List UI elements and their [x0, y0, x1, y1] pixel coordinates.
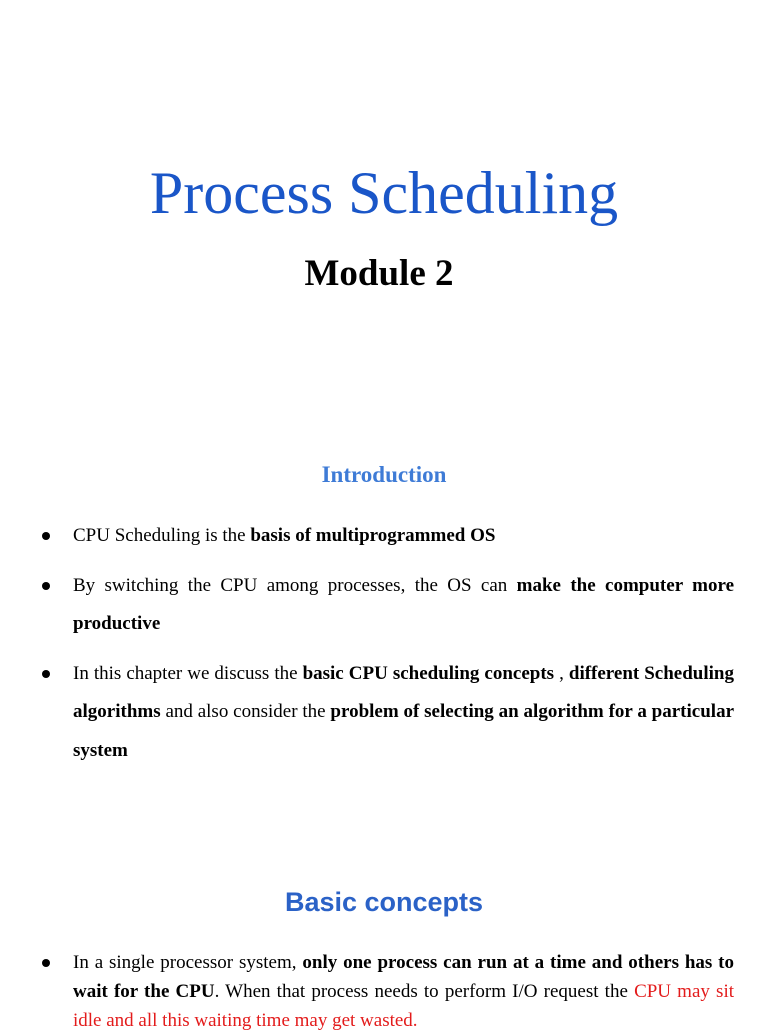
text-plain: By switching the CPU among processes, the OS can — [73, 574, 517, 596]
bullet-icon — [42, 532, 50, 540]
list-item — [0, 567, 768, 644]
list-item — [0, 948, 768, 1035]
bullet-icon — [42, 959, 50, 967]
text-plain: , — [554, 662, 569, 684]
list-item — [0, 517, 768, 556]
text-bold: basic CPU scheduling concepts — [302, 662, 555, 684]
text-plain: In a single processor system, — [73, 952, 303, 973]
text-plain: and also consider the — [160, 701, 331, 722]
basic-concepts-heading: Basic concepts — [284, 887, 484, 917]
text-red-highlight: CPU may sit idle and all this waiting time may get wasted. — [73, 981, 735, 1031]
introduction-list — [0, 517, 768, 781]
module-subtitle: Module 2 — [304, 253, 454, 294]
text-bold: only one process can run at a time and others has to wait for the CPU — [73, 952, 735, 1002]
page-title: Process Scheduling — [149, 160, 619, 226]
text-plain: . When that process needs to perform I/O request the — [214, 981, 635, 1002]
list-item — [0, 655, 768, 771]
text-bold: different Scheduling algorithms — [73, 662, 735, 722]
text-bold: problem of selecting an algorithm for a particular system — [73, 701, 734, 761]
bullet-icon — [42, 582, 50, 590]
bullet-icon — [42, 670, 50, 678]
text-plain: In this chapter we discuss the — [73, 662, 303, 684]
basic-concepts-list — [0, 948, 768, 1035]
text-bold: make the computer more productive — [73, 574, 734, 634]
text-plain: CPU Scheduling is the — [73, 525, 251, 546]
introduction-heading: Introduction — [321, 462, 447, 487]
text-bold: basis of multiprogrammed OS — [250, 525, 496, 546]
